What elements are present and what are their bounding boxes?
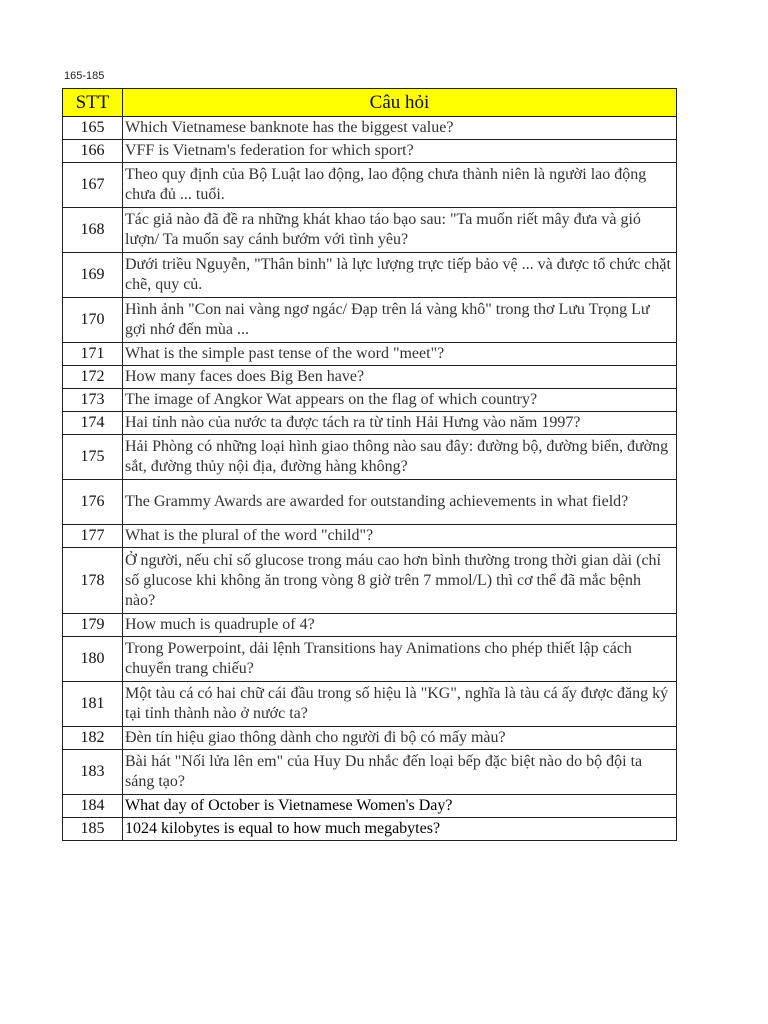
table-row bbox=[63, 548, 677, 614]
row-question: Theo quy định của Bộ Luật lao động, lao động chưa thành niên là người lao động chưa đủ ... tuổi. bbox=[123, 163, 677, 208]
row-number: 173 bbox=[63, 389, 123, 412]
row-number: 178 bbox=[63, 548, 123, 614]
table-row bbox=[63, 163, 677, 208]
table-body bbox=[63, 117, 677, 841]
table-row bbox=[63, 140, 677, 163]
table-row bbox=[63, 682, 677, 727]
row-question: What is the plural of the word "child"? bbox=[123, 525, 677, 548]
header-question: Câu hỏi bbox=[123, 89, 677, 117]
header-row bbox=[63, 89, 677, 117]
row-number: 170 bbox=[63, 298, 123, 343]
header-stt: STT bbox=[63, 89, 123, 117]
row-question: Ở người, nếu chỉ số glucose trong máu cao hơn bình thường trong thời gian dài (chỉ số glucose khi không ăn trong vòng 8 giờ trên 7 mmol/L) thì cơ thể đã mắc bệnh nào? bbox=[123, 548, 677, 614]
row-question: Which Vietnamese banknote has the biggest value? bbox=[123, 117, 677, 140]
table-row bbox=[63, 637, 677, 682]
row-number: 171 bbox=[63, 343, 123, 366]
question-table bbox=[62, 88, 677, 841]
row-question: Dưới triều Nguyễn, "Thân binh" là lực lượng trực tiếp bảo vệ ... và được tổ chức chặt chẽ, quy củ. bbox=[123, 253, 677, 298]
range-label: 165-185 bbox=[64, 70, 105, 82]
row-number: 185 bbox=[63, 818, 123, 841]
table-row bbox=[63, 435, 677, 480]
row-number: 165 bbox=[63, 117, 123, 140]
row-question: Tác giả nào đã đề ra những khát khao táo bạo sau: "Ta muốn riết mây đưa và gió lượn/ Ta muốn say cánh bướm với tình yêu? bbox=[123, 208, 677, 253]
row-question: Trong Powerpoint, dải lệnh Transitions hay Animations cho phép thiết lập cách chuyển trang chiếu? bbox=[123, 637, 677, 682]
row-number: 180 bbox=[63, 637, 123, 682]
row-number: 182 bbox=[63, 727, 123, 750]
row-number: 184 bbox=[63, 795, 123, 818]
row-number: 181 bbox=[63, 682, 123, 727]
row-number: 174 bbox=[63, 412, 123, 435]
table-row bbox=[63, 117, 677, 140]
row-number: 179 bbox=[63, 614, 123, 637]
table-row bbox=[63, 727, 677, 750]
row-number: 172 bbox=[63, 366, 123, 389]
row-question: Hải Phòng có những loại hình giao thông nào sau đây: đường bộ, đường biển, đường sắt, đường thủy nội địa, đường hàng không? bbox=[123, 435, 677, 480]
table-row bbox=[63, 253, 677, 298]
row-question: The Grammy Awards are awarded for outstanding achievements in what field? bbox=[123, 480, 677, 525]
row-number: 167 bbox=[63, 163, 123, 208]
row-question: 1024 kilobytes is equal to how much megabytes? bbox=[123, 818, 677, 841]
row-number: 176 bbox=[63, 480, 123, 525]
table-row bbox=[63, 389, 677, 412]
row-number: 183 bbox=[63, 750, 123, 795]
row-question: The image of Angkor Wat appears on the flag of which country? bbox=[123, 389, 677, 412]
row-number: 168 bbox=[63, 208, 123, 253]
row-number: 175 bbox=[63, 435, 123, 480]
table-row bbox=[63, 298, 677, 343]
row-question: How many faces does Big Ben have? bbox=[123, 366, 677, 389]
table-row bbox=[63, 795, 677, 818]
row-number: 169 bbox=[63, 253, 123, 298]
table-row bbox=[63, 208, 677, 253]
table-row bbox=[63, 818, 677, 841]
row-number: 166 bbox=[63, 140, 123, 163]
table-row bbox=[63, 614, 677, 637]
table-row bbox=[63, 525, 677, 548]
row-question: Hình ảnh "Con nai vàng ngơ ngác/ Đạp trên lá vàng khô" trong thơ Lưu Trọng Lư gợi nhớ đến mùa ... bbox=[123, 298, 677, 343]
table-row bbox=[63, 412, 677, 435]
row-question: Bài hát "Nối lửa lên em" của Huy Du nhắc đến loại bếp đặc biệt nào do bộ đội ta sáng tạo? bbox=[123, 750, 677, 795]
table-row bbox=[63, 750, 677, 795]
row-number: 177 bbox=[63, 525, 123, 548]
row-question: How much is quadruple of 4? bbox=[123, 614, 677, 637]
row-question: Hai tỉnh nào của nước ta được tách ra từ tỉnh Hải Hưng vào năm 1997? bbox=[123, 412, 677, 435]
table-row bbox=[63, 343, 677, 366]
row-question: What is the simple past tense of the word "meet"? bbox=[123, 343, 677, 366]
row-question: Một tàu cá có hai chữ cái đầu trong số hiệu là "KG", nghĩa là tàu cá ấy được đăng ký tại tỉnh thành nào ở nước ta? bbox=[123, 682, 677, 727]
row-question: What day of October is Vietnamese Women's Day? bbox=[123, 795, 677, 818]
table-row bbox=[63, 366, 677, 389]
row-question: Đèn tín hiệu giao thông dành cho người đi bộ có mấy màu? bbox=[123, 727, 677, 750]
table-row bbox=[63, 480, 677, 525]
row-question: VFF is Vietnam's federation for which sport? bbox=[123, 140, 677, 163]
